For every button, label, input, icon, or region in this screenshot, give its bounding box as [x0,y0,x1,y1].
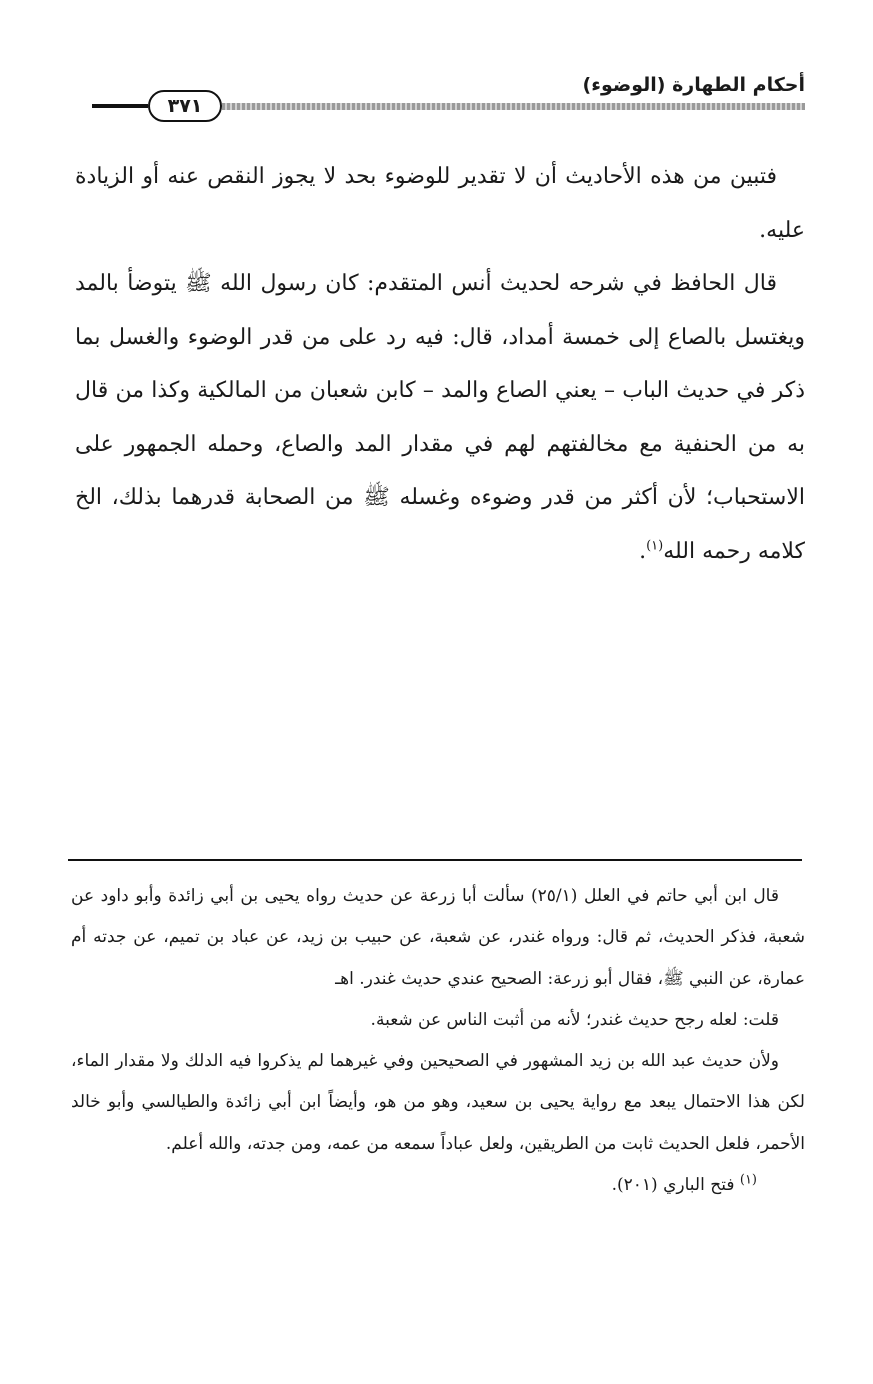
footnote-separator [68,859,802,861]
running-title: أحكام الطهارة (الوضوء) [582,74,805,96]
footnote-reference [71,1165,805,1206]
footnote-area [71,876,805,1206]
footnote-reference-marker: (١) [739,1172,757,1188]
page-number-badge [148,90,222,122]
footnote-reference-text: فتح الباري (٢٠١). [611,1175,735,1196]
footnote-marker: (١) [646,538,664,554]
body-paragraph-2 [75,257,805,578]
header-rule-left [92,104,148,108]
footnote-paragraph-1: قال ابن أبي حاتم في العلل (٢٥/١) سألت أبا زرعة عن حديث رواه يحيى بن أبي زائدة وأبو داود عن شعبة، فذكر الحديث، ثم قال: ورواه غندر، عن شعبة، عن حبيب بن زيد، عن عباد بن تميم، عن جدته أم عمارة، عن النبي ﷺ، فقال أبو زرعة: الصحيح عندي حديث غندر. اهـ [71,886,805,989]
footnote-paragraph-3: ولأن حديث عبد الله بن زيد المشهور في الصحيحين وفي غيرهما لم يذكروا فيه الدلك ولا مقدار الماء، لكن هذا الاحتمال يبعد مع رواية يحيى بن سعيد، وهو من هو، وأيضاً ابن أبي زائدة والطيالسي وأبو خالد الأحمر، فلعل الحديث ثابت من الطريقين، ولعل عباداً سمعه من عمه، ومن جدته، والله أعلم. [71,1051,805,1154]
body-paragraph-2-text: قال الحافظ في شرحه لحديث أنس المتقدم: كان رسول الله ﷺ يتوضأ بالمد ويغتسل بالصاع إلى خمسة أمداد، قال: فيه رد على من قدر الوضوء والغسل بما ذكر في حديث الباب – يعني الصاع والمد – كابن شعبان من المالكية وكذا من قال به من الحنفية مع مخالفتهم لهم في مقدار المد والصاع، وحمله الجمهور على الاستحباب؛ لأن أكثر من قدر وضوءه وغسله ﷺ من الصحابة قدرهما بذلك، الخ كلامه رحمه الله [75,271,805,564]
page-number: ٣٧١ [167,95,203,117]
body-paragraph-2-end: . [639,538,647,564]
body-paragraph-1: فتبين من هذه الأحاديث أن لا تقدير للوضوء بحد لا يجوز النقص عنه أو الزيادة عليه. [75,164,805,243]
footnote-paragraph-2: قلت: لعله رجح حديث غندر؛ لأنه من أثبت الناس عن شعبة. [370,1009,779,1030]
main-text [75,150,805,578]
header-rule-right [222,103,805,110]
